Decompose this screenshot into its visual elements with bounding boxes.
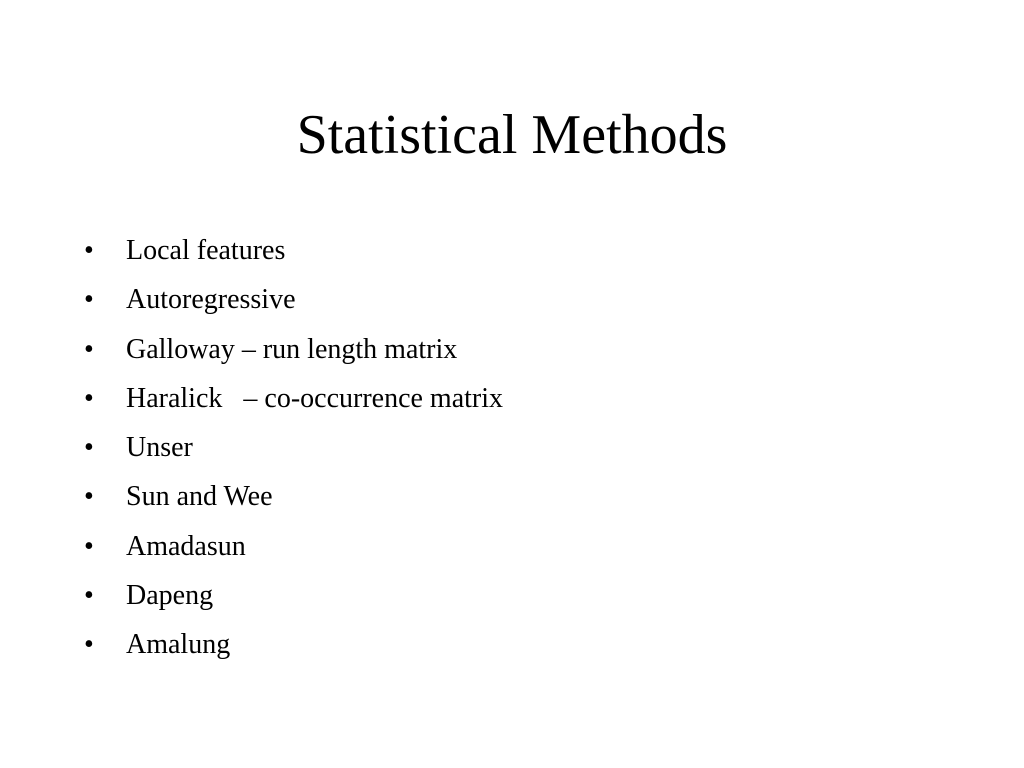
list-item — [84, 275, 503, 324]
list-item — [84, 226, 503, 275]
list-item-text: Dapeng — [126, 580, 214, 612]
bullet-icon: • — [84, 382, 94, 414]
list-item — [84, 374, 503, 423]
list-item-text: Haralick – co-occurrence matrix — [126, 382, 504, 414]
bullet-icon: • — [84, 432, 94, 464]
list-item — [84, 472, 503, 521]
bullet-icon: • — [84, 629, 94, 661]
bullet-icon: • — [84, 284, 94, 316]
list-item-text: Unser — [126, 432, 193, 464]
list-item-text: Amalung — [126, 629, 231, 661]
list-item — [84, 423, 503, 472]
slide-title: Statistical Methods — [296, 104, 728, 166]
bullet-icon: • — [84, 481, 94, 513]
list-item — [84, 620, 503, 669]
bullet-icon: • — [84, 530, 94, 562]
list-item-text: Amadasun — [126, 530, 246, 562]
list-item — [84, 325, 503, 374]
list-item-text: Autoregressive — [126, 284, 296, 316]
list-item-text: Galloway – run length matrix — [126, 333, 458, 365]
list-item — [84, 571, 503, 620]
list-item — [84, 522, 503, 571]
bullet-icon: • — [84, 580, 94, 612]
bullet-icon: • — [84, 333, 94, 365]
bullet-icon: • — [84, 235, 94, 266]
list-item-text: Sun and Wee — [126, 481, 273, 513]
list-item-text: Local features — [126, 235, 286, 266]
bullet-list — [84, 226, 503, 670]
